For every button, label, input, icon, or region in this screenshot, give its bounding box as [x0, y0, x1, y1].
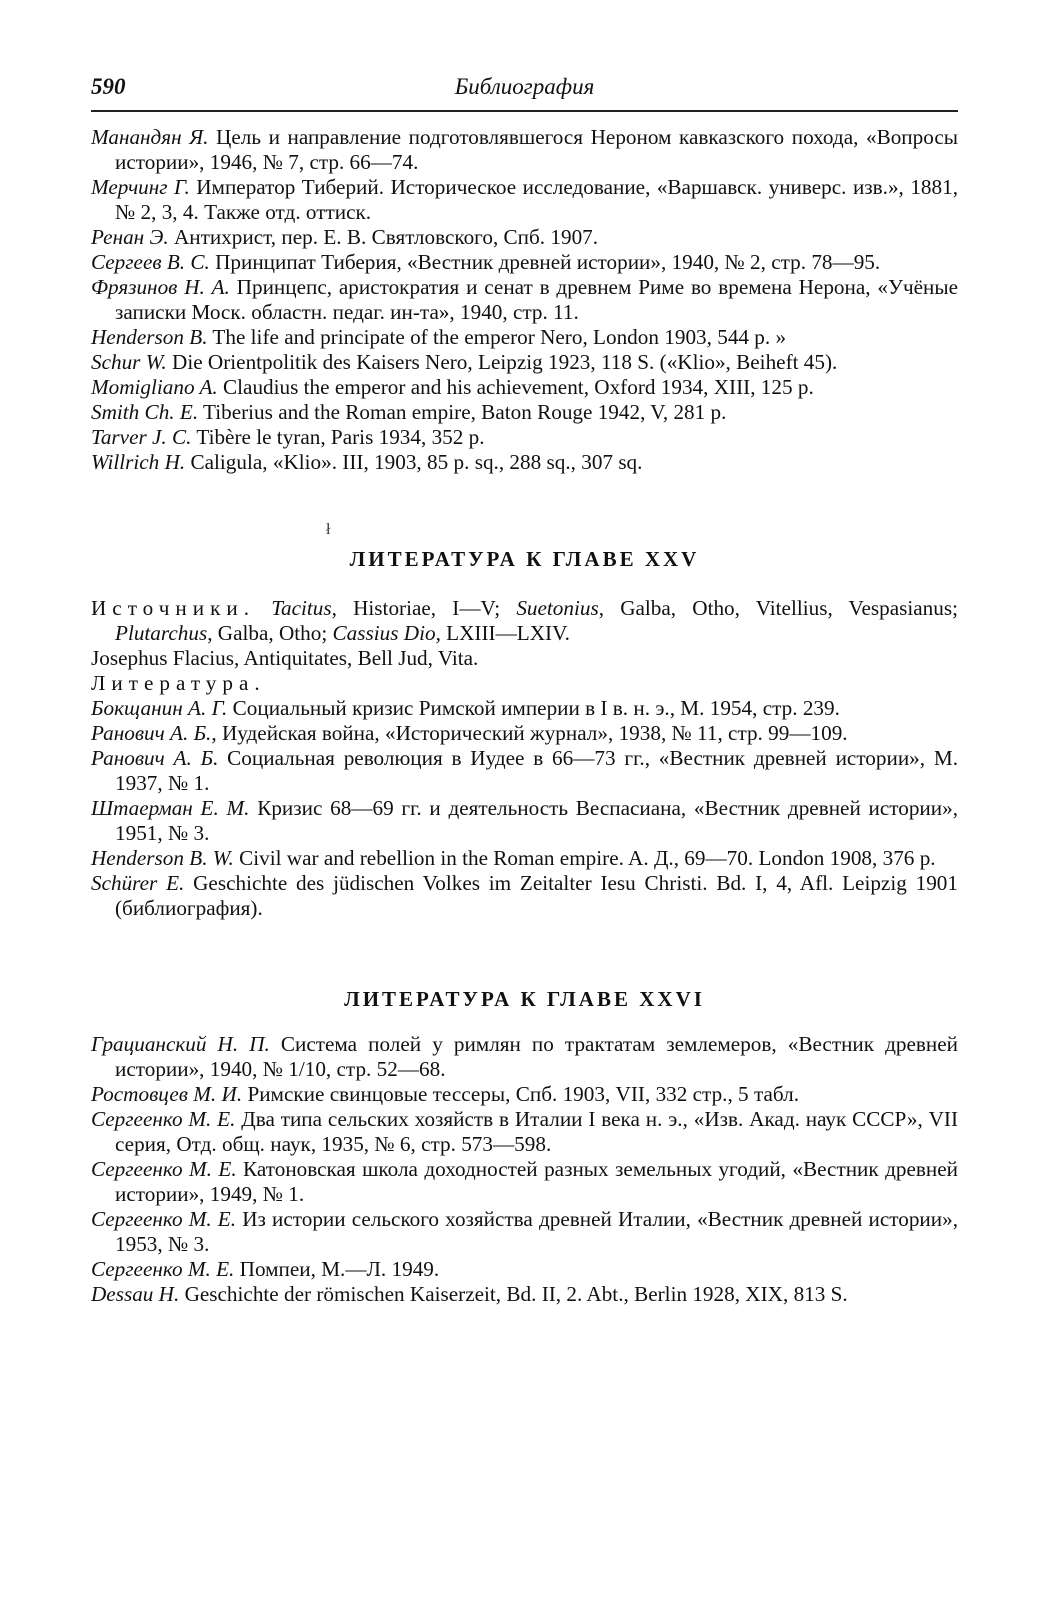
- bibliography-entry: [91, 696, 958, 721]
- entry-author: Мерчинг Г.: [91, 175, 190, 199]
- entry-text: Tibère le tyran, Paris 1934, 352 p.: [191, 425, 485, 449]
- bibliography-entry: [91, 1107, 958, 1157]
- entry-text: Claudius the emperor and his achievement, Oxford 1934, XIII, 125 p.: [217, 375, 814, 399]
- entry-text: Принципат Тиберия, «Вестник древней истории», 1940, № 2, стр. 78—95.: [209, 250, 881, 274]
- section-gap: [91, 1012, 958, 1032]
- entry-author: Ренан Э.: [91, 225, 169, 249]
- entry-text: Римские свинцовые тессеры, Спб. 1903, VII, 332 стр., 5 табл.: [242, 1082, 799, 1106]
- entry-author: Штаерман Е. М.: [91, 796, 250, 820]
- sources-label: Источники.: [91, 596, 255, 620]
- entry-author: Schürer E.: [91, 871, 185, 895]
- entry-text: Из истории сельского хозяйства древней Италии, «Вестник древней истории», 1953, № 3.: [115, 1207, 958, 1256]
- source-text: , Galba, Otho, Vitellius, Vespasianus;: [598, 596, 958, 620]
- entry-author: Dessau H.: [91, 1282, 180, 1306]
- entry-text: , Иудейская война, «Исторический журнал», 1938, № 11, стр. 99—109.: [211, 721, 848, 745]
- entry-text: Антихрист, пер. Е. В. Святловского, Спб. 1907.: [168, 225, 599, 249]
- bibliography-entry: [91, 425, 958, 450]
- page-number: 590: [91, 74, 126, 99]
- section-gap: [91, 921, 958, 987]
- section-heading-xxv: ЛИТЕРАТУРА К ГЛАВЕ XXV: [349, 547, 700, 571]
- entry-text: Кризис 68—69 гг. и деятельность Веспасиана, «Вестник древней истории», 1951, № 3.: [115, 796, 958, 845]
- entry-author: Henderson B. W.: [91, 846, 234, 870]
- bibliography-entry: [91, 1157, 958, 1207]
- entry-author: Ростовцев М. И.: [91, 1082, 243, 1106]
- bibliography-entry: [91, 175, 958, 225]
- bibliography-entry: [91, 250, 958, 275]
- bibliography-entry: [91, 125, 958, 175]
- bibliography-entry: [91, 1082, 958, 1107]
- entry-text: Geschichte des jüdischen Volkes im Zeitalter Iesu Christi. Bd. I, 4, Afl. Leipzig 1901 (библиография).: [115, 871, 958, 920]
- entry-text: Социальная революция в Иудее в 66—73 гг., «Вестник древней истории», М. 1937, № 1.: [115, 746, 958, 795]
- entry-author: Tarver J. C.: [91, 425, 192, 449]
- entry-author: Манандян Я.: [91, 125, 209, 149]
- bibliography-entry: [91, 275, 958, 325]
- bibliography-entry: [91, 1257, 958, 1282]
- bibliography-entry: [91, 721, 958, 746]
- bibliography-entry: [91, 325, 958, 350]
- entry-text: Император Тиберий. Историческое исследование, «Варшавск. универс. изв.», 1881, № 2, 3, 4. Также отд. оттиск.: [115, 175, 958, 224]
- bibliography-entry: [91, 350, 958, 375]
- entry-author: Грациaнский Н. П.: [91, 1032, 270, 1056]
- entry-text: Система полей у римлян по трактатам землемеров, «Вестник древней истории», 1940, № 1/10, стр. 52—68.: [115, 1032, 959, 1081]
- sources-entry: [91, 596, 958, 646]
- entry-author: Сергеенко М. Е.: [91, 1207, 237, 1231]
- entry-text: Geschichte der römischen Kaiserzeit, Bd. II, 2. Abt., Berlin 1928, XIX, 813 S.: [179, 1282, 848, 1306]
- bibliography-entry: [91, 450, 958, 475]
- entry-text: Цель и направление подготовлявшегося Нероном кавказского похода, «Вопросы истории», 1946, № 7, стр. 66—74.: [115, 125, 958, 174]
- entry-text: Два типа сельских хозяйств в Италии I века н. э., «Изв. Акад. наук СССР», VII серия, Отд. общ. наук, 1935, № 6, стр. 573—598.: [115, 1107, 958, 1156]
- page-header: [91, 70, 958, 112]
- section-gap: [91, 572, 958, 596]
- entry-author: Henderson B.: [91, 325, 208, 349]
- bibliography-entry: [91, 1207, 958, 1257]
- entry-author: Сергеенко М. Е.: [91, 1157, 237, 1181]
- section-gap: [91, 475, 958, 517]
- entry-author: Ранович А. Б.: [91, 746, 219, 770]
- bibliography-entry: [91, 846, 958, 871]
- entry-author: Бокщанин А. Г.: [91, 696, 228, 720]
- bibliography-entry: [91, 1282, 958, 1307]
- entry-author: Schur W.: [91, 350, 167, 374]
- bibliography-entry: [91, 225, 958, 250]
- source-author: Cassius Dio: [332, 621, 436, 645]
- source-author: Suetonius: [516, 596, 599, 620]
- stray-mark: ł: [326, 521, 331, 538]
- entry-text: Caligula, «Klio». III, 1903, 85 p. sq., 288 sq., 307 sq.: [185, 450, 643, 474]
- entry-author: Momigliano A.: [91, 375, 218, 399]
- josephus-entry: Josephus Flacius, Antiquitates, Bell Jud, Vita.: [91, 646, 479, 670]
- entry-author: Smith Ch. E.: [91, 400, 199, 424]
- source-author: Tacitus: [271, 596, 332, 620]
- entry-text: Катоновская школа доходностей разных земельных угодий, «Вестник древней истории», 1949, № 1.: [115, 1157, 958, 1206]
- bibliography-list-xxv: [91, 696, 958, 921]
- bibliography-entry: [91, 400, 958, 425]
- entry-author: Willrich H.: [91, 450, 186, 474]
- entry-author: Сергеев В. С.: [91, 250, 210, 274]
- entry-text: Civil war and rebellion in the Roman empire. A. Д., 69—70. London 1908, 376 p.: [233, 846, 936, 870]
- entry-text: Принцепс, аристократия и сенат в древнем Риме во времена Нерона, «Учёные записки Моск. областн. педаг. ин-та», 1940, стр. 11.: [115, 275, 958, 324]
- running-title: Библиография: [454, 74, 595, 99]
- bibliography-entry: [91, 375, 958, 400]
- bibliography-entry: [91, 746, 958, 796]
- entry-text: Помпеи, М.—Л. 1949.: [234, 1257, 440, 1281]
- entry-author: Сергеенко М. Е.: [91, 1257, 235, 1281]
- source-author: Plutarchus: [115, 621, 208, 645]
- source-text: , LXIII—LXIV.: [435, 621, 570, 645]
- entry-text: Tiberius and the Roman empire, Baton Rouge 1942, V, 281 p.: [198, 400, 727, 424]
- entry-author: Ранович А. Б.: [91, 721, 212, 745]
- bibliography-list-xxvi: [91, 1032, 958, 1307]
- bibliography-entry: [91, 871, 958, 921]
- entry-text: The life and principate of the emperor Nero, London 1903, 544 p. »: [207, 325, 787, 349]
- entry-author: Сергеенко М. Е.: [91, 1107, 236, 1131]
- source-text: , Historiae, I—V;: [331, 596, 517, 620]
- literature-label: Литература.: [91, 671, 266, 695]
- bibliography-entry: [91, 796, 958, 846]
- source-text: , Galba, Otho;: [207, 621, 333, 645]
- bibliography-entry: [91, 1032, 958, 1082]
- page-content: [91, 125, 958, 1307]
- entry-text: Социальный кризис Римской империи в I в. н. э., М. 1954, стр. 239.: [227, 696, 840, 720]
- section-heading-xxvi: ЛИТЕРАТУРА К ГЛАВЕ XXVI: [344, 987, 705, 1011]
- entry-text: Die Orientpolitik des Kaisers Nero, Leipzig 1923, 118 S. («Klio», Beiheft 45).: [166, 350, 838, 374]
- bibliography-list-top: [91, 125, 958, 475]
- entry-author: Фрязинов Н. А.: [91, 275, 230, 299]
